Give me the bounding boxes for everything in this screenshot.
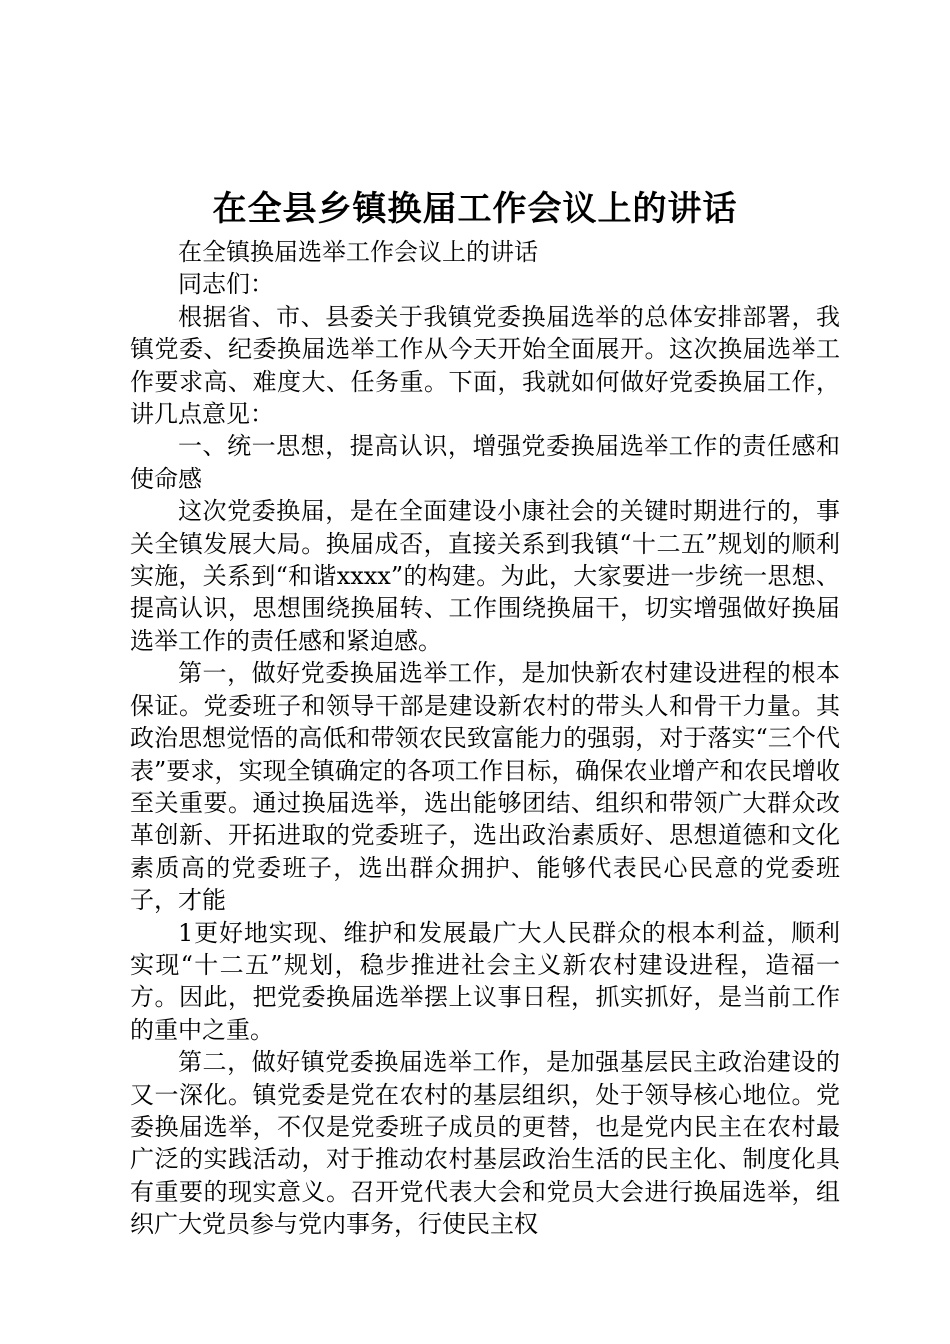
section-heading: 一、统一思想，提高认识，增强党委换届选举工作的责任感和使命感 — [130, 432, 840, 493]
subtitle-paragraph: 在全镇换届选举工作会议上的讲话 — [178, 238, 538, 266]
salutation-paragraph: 同志们： — [178, 270, 274, 299]
body-paragraph: 根据省、市、县委关于我镇党委换届选举的总体安排部署，我镇党委、纪委换届选举工作从今天开始全面展开。这次换届选举工作要求高、难度大、任务重。下面，我就如何做好党委换届工作，讲几点意见： — [130, 302, 840, 429]
body-paragraph: 1更好地实现、维护和发展最广大人民群众的根本利益，顺利实现“十二五”规划，稳步推进社会主义新农村建设进程，造福一方。因此，把党委换届选举摆上议事日程，抓实抓好，是当前工作的重中之重。 — [130, 918, 840, 1044]
body-paragraph: 这次党委换届，是在全面建设小康社会的关键时期进行的，事关全镇发展大局。换届成否，直接关系到我镇“十二五”规划的顺利实施，关系到“和谐xxxx”的构建。为此，大家要进一步统一思想、提高认识，思想围绕换届转、工作围绕换届干，切实增强做好换届选举工作的责任感和紧迫感。 — [130, 497, 840, 655]
body-paragraph: 第一，做好党委换届选举工作，是加快新农村建设进程的根本保证。党委班子和领导干部是建设新农村的带头人和骨干力量。其政治思想觉悟的高低和带领农民致富能力的强弱，对于落实“三个代表”要求，实现全镇确定的各项工作目标，确保农业增产和农民增收至关重要。通过换届选举，选出能够团结、组织和带领广大群众改革创新、开拓进取的党委班子，选出政治素质好、思想道德和文化素质高的党委班子，选出群众拥护、能够代表民心民意的党委班子，才能 — [130, 659, 840, 915]
document-body — [130, 236, 840, 1241]
body-paragraph: 第二，做好镇党委换届选举工作，是加强基层民主政治建设的又一深化。镇党委是党在农村的基层组织，处于领导核心地位。党委换届选举，不仅是党委班子成员的更替，也是党内民主在农村最广泛的实践活动，对于推动农村基层政治生活的民主化、制度化具有重要的现实意义。召开党代表大会和党员大会进行换届选举，组织广大党员参与党内事务，行使民主权 — [130, 1048, 840, 1239]
document-title: 在全县乡镇换届工作会议上的讲话 — [212, 189, 738, 229]
